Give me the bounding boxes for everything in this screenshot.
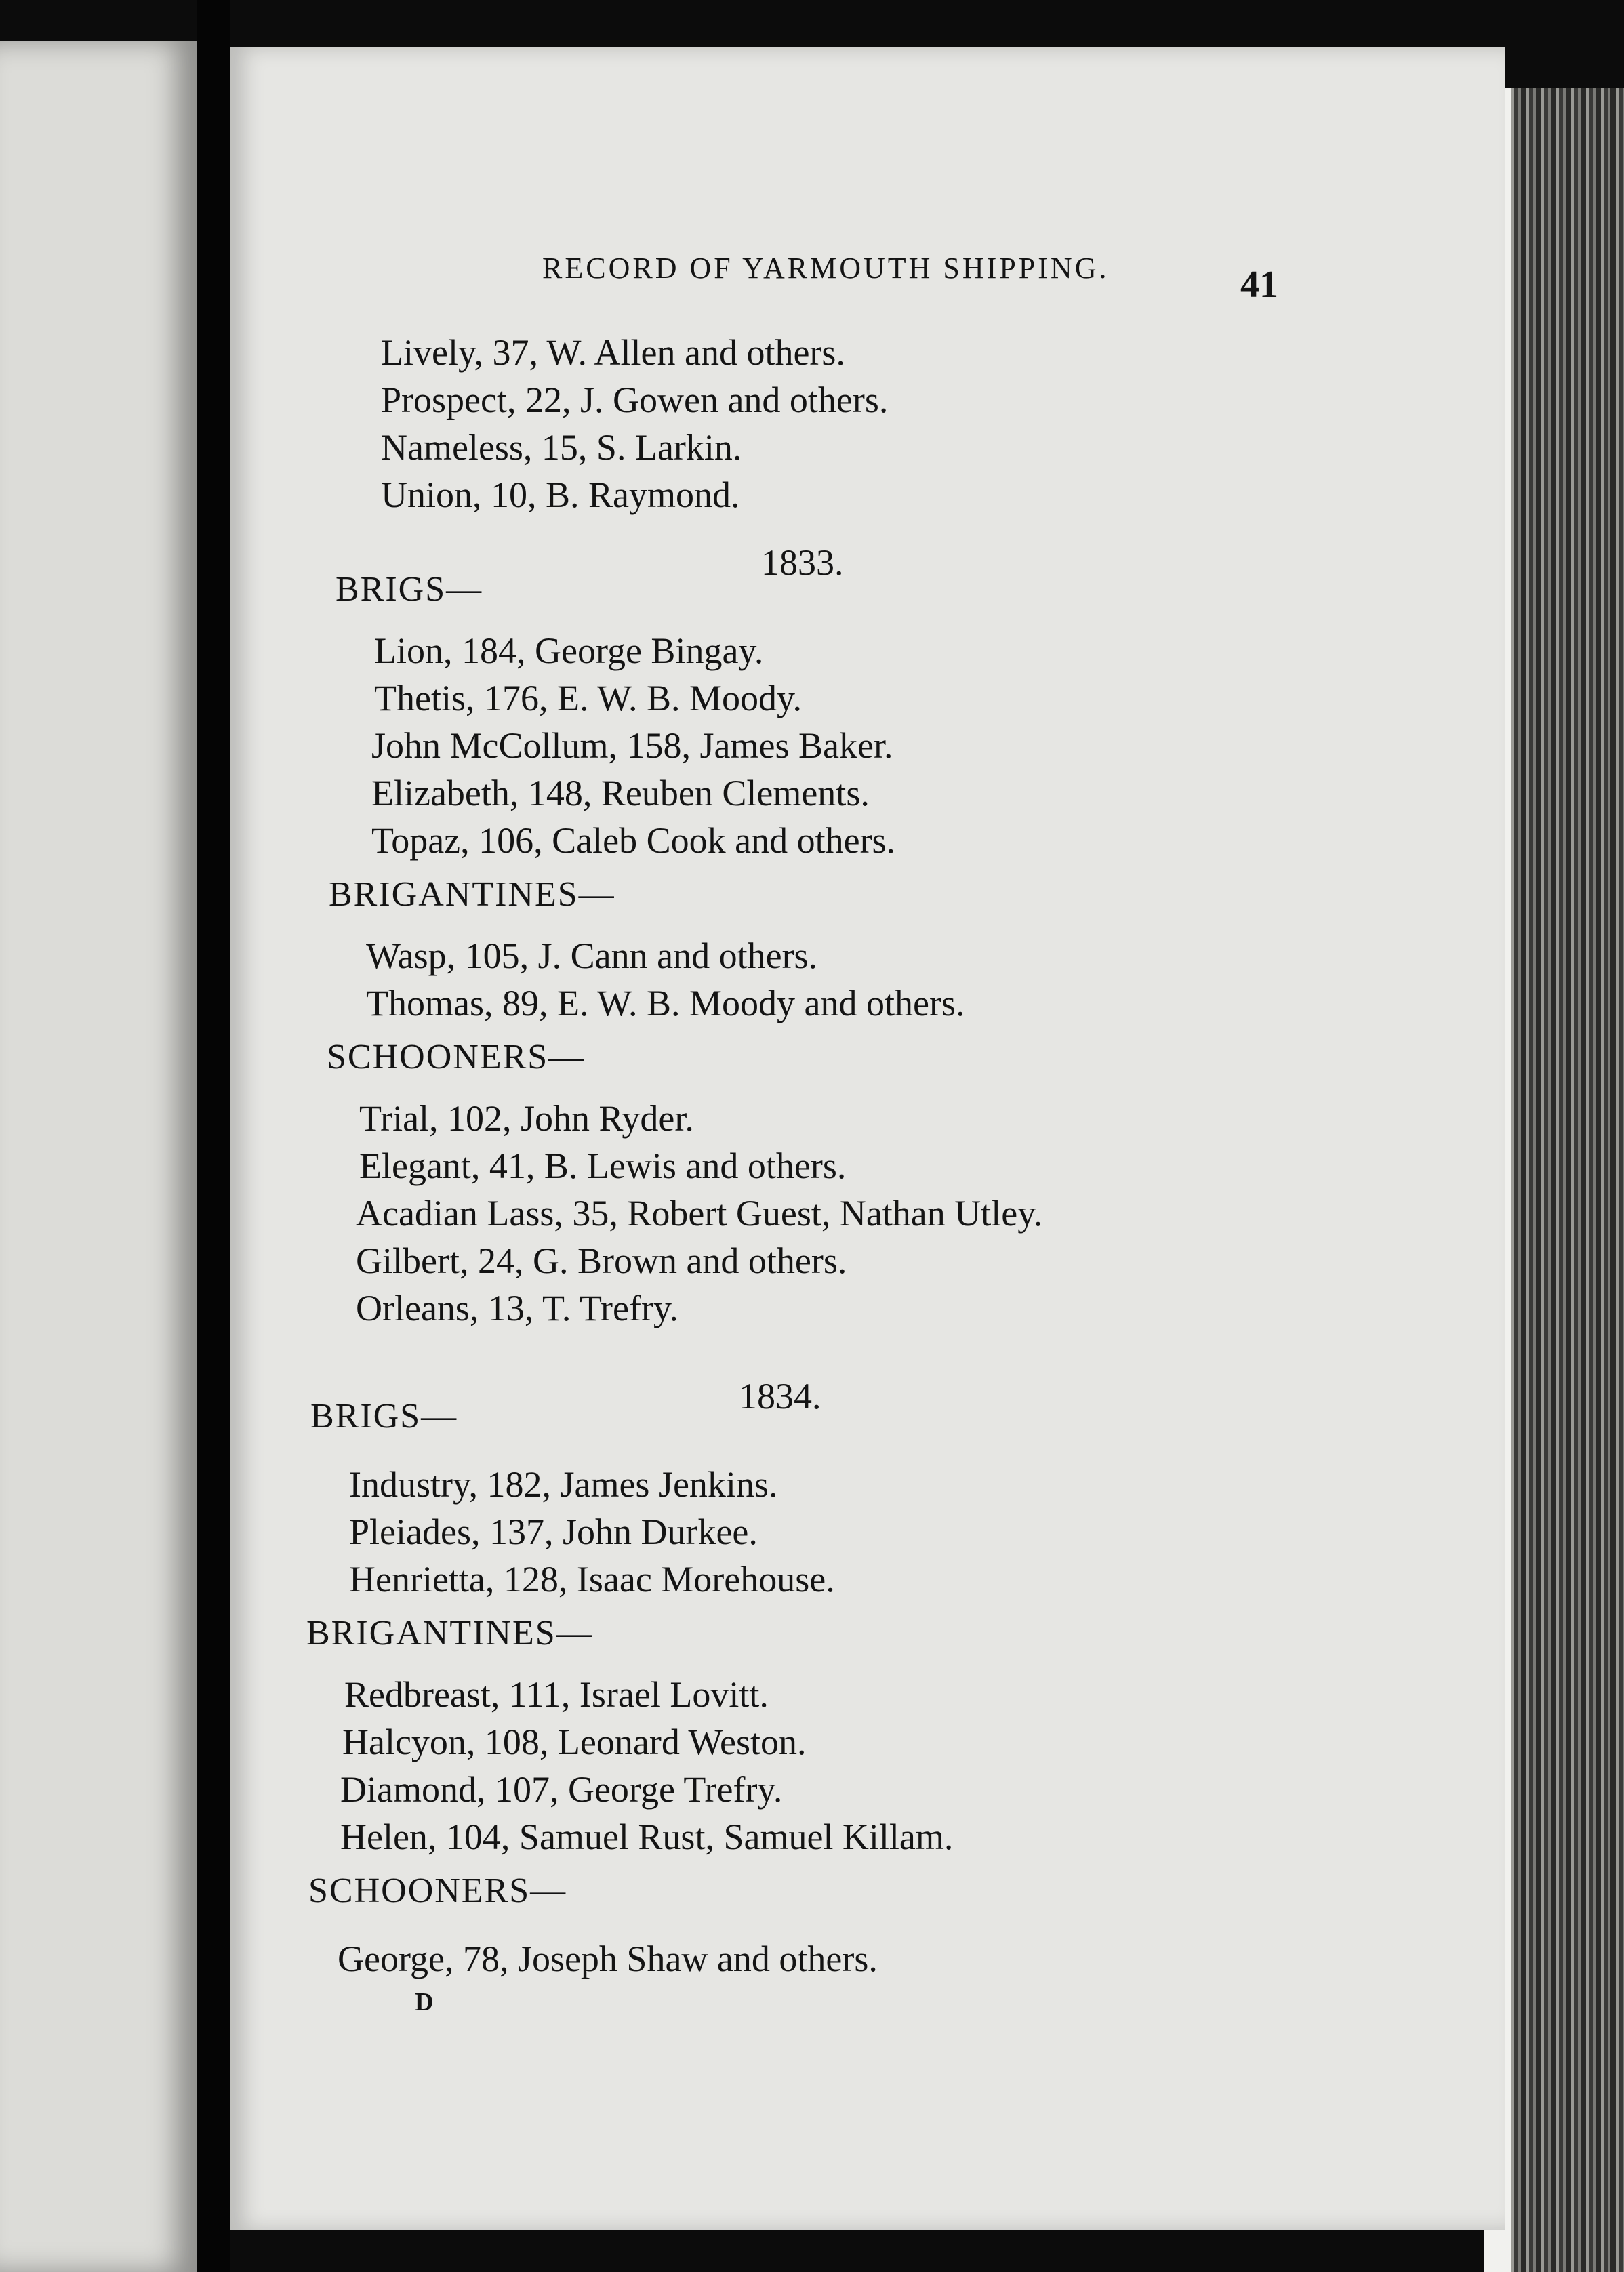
category-heading: BRIGS— xyxy=(310,1397,458,1436)
entry-line: Helen, 104, Samuel Rust, Samuel Killam. xyxy=(340,1817,954,1857)
entry-line: Nameless, 15, S. Larkin. xyxy=(381,427,742,468)
category-heading: BRIGS— xyxy=(336,570,483,609)
category-heading: SCHOONERS— xyxy=(327,1038,586,1076)
entry-line: Acadian Lass, 35, Robert Guest, Nathan Utley. xyxy=(356,1193,1043,1234)
entry-line: Diamond, 107, George Trefry. xyxy=(340,1769,783,1810)
entry-line: Thomas, 89, E. W. B. Moody and others. xyxy=(366,983,965,1023)
entry-line: Thetis, 176, E. W. B. Moody. xyxy=(374,678,803,718)
entry-line: Lively, 37, W. Allen and others. xyxy=(381,332,845,373)
left-page-edge xyxy=(0,41,197,2272)
entry-line: Orleans, 13, T. Trefry. xyxy=(356,1288,678,1328)
entry-line: Trial, 102, John Ryder. xyxy=(359,1098,694,1139)
category-heading: SCHOONERS— xyxy=(308,1871,567,1910)
entry-line: Halcyon, 108, Leonard Weston. xyxy=(342,1722,807,1762)
entry-line: Henrietta, 128, Isaac Morehouse. xyxy=(349,1559,835,1600)
entry-line: Gilbert, 24, G. Brown and others. xyxy=(356,1240,847,1281)
book-page xyxy=(230,47,1505,2230)
entry-line: Pleiades, 137, John Durkee. xyxy=(349,1512,758,1552)
entry-line: John McCollum, 158, James Baker. xyxy=(371,725,893,766)
entry-line: Industry, 182, James Jenkins. xyxy=(349,1464,778,1505)
running-title: RECORD OF YARMOUTH SHIPPING. xyxy=(542,251,1110,285)
entry-line: Elizabeth, 148, Reuben Clements. xyxy=(371,773,870,813)
book-gutter xyxy=(197,0,230,2272)
year-heading: 1834. xyxy=(739,1376,821,1417)
category-heading: BRIGANTINES— xyxy=(329,875,615,914)
entry-line: Union, 10, B. Raymond. xyxy=(381,474,740,515)
signature-mark: D xyxy=(415,1988,434,2016)
entry-line: Redbreast, 111, Israel Lovitt. xyxy=(344,1674,769,1715)
entry-line: Prospect, 22, J. Gowen and others. xyxy=(381,380,889,420)
entry-line: Elegant, 41, B. Lewis and others. xyxy=(359,1145,847,1186)
entry-line: Topaz, 106, Caleb Cook and others. xyxy=(371,820,896,861)
entry-line: George, 78, Joseph Shaw and others. xyxy=(338,1939,878,1979)
entry-line: Wasp, 105, J. Cann and others. xyxy=(366,935,818,976)
entry-line: Lion, 184, George Bingay. xyxy=(374,630,764,671)
year-heading: 1833. xyxy=(761,542,844,583)
page-number: 41 xyxy=(1240,264,1278,306)
category-heading: BRIGANTINES— xyxy=(306,1614,593,1652)
